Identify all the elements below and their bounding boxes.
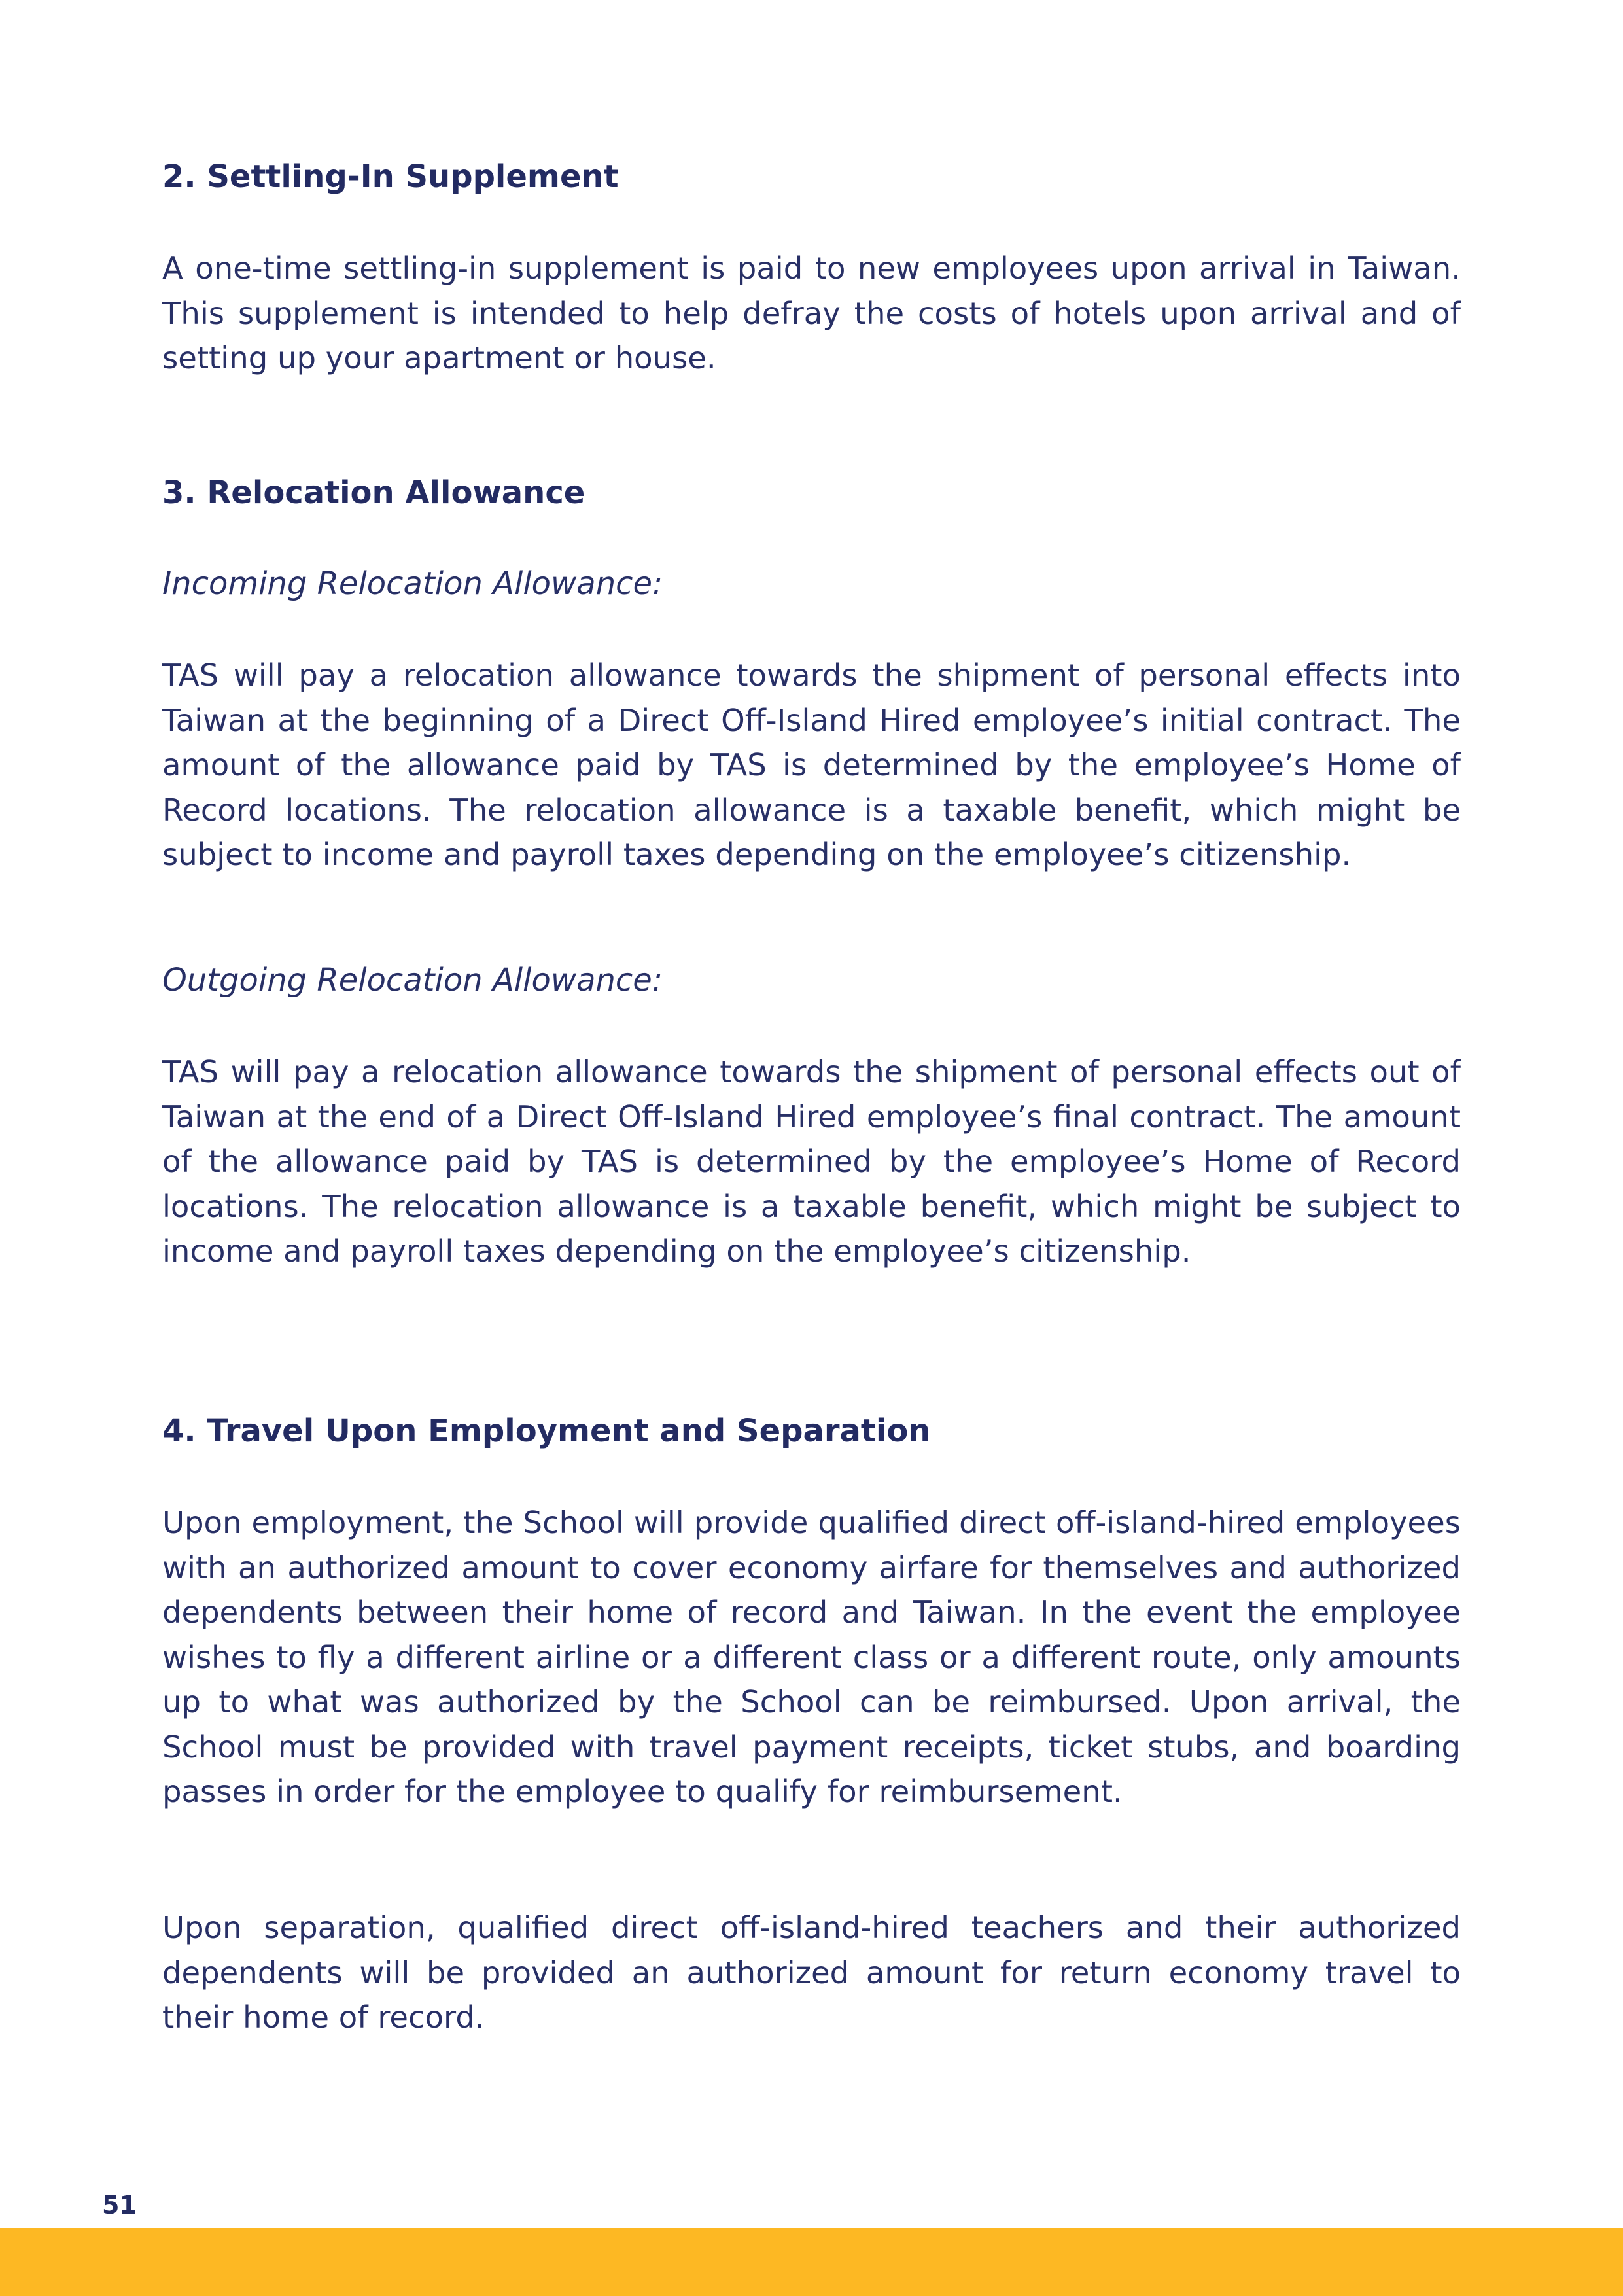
travel-employment-paragraph: Upon employment, the School will provide qualified direct off-island-hired employees with an authorized amount to cover economy airfare for themselves and authorized dependents between their home of record and Taiwan. In the event the employee wishes to fly a different airline or a different class or a different route, only amounts up to what was authorized by the School can be reimbursed. Upon arrival, the School must be provided with travel payment receipts, ticket stubs, and boarding passes in order for the employee to qualify for reimbursement.	[162, 1505, 1461, 1809]
settling-in-paragraph: A one-time settling-in supplement is paid to new employees upon arrival in Taiwan. This supplement is intended to help defray the costs of hotels upon arrival and of setting up your apartment or house.	[162, 251, 1461, 376]
page-number: 51	[102, 2191, 137, 2219]
footer-bar	[0, 2228, 1623, 2296]
incoming-relocation-paragraph: TAS will pay a relocation allowance towards the shipment of personal effects into Taiwan at the beginning of a Direct Off-Island Hired employee’s initial contract. The amount of the allowance paid by TAS is determined by the employee’s Home of Record locations. The relocation allowance is a taxable benefit, which might be subject to income and payroll taxes depending on the employee’s citizenship.	[162, 658, 1461, 872]
incoming-relocation-label: Incoming Relocation Allowance:	[162, 565, 663, 602]
section-heading-settling-in: 2. Settling-In Supplement	[162, 158, 619, 195]
outgoing-relocation-label: Outgoing Relocation Allowance:	[162, 962, 663, 998]
outgoing-relocation-paragraph: TAS will pay a relocation allowance towards the shipment of personal effects out of Taiwan at the end of a Direct Off-Island Hired employee’s final contract. The amount of the allowance paid by TAS is determined by the employee’s Home of Record locations. The relocation allowance is a taxable benefit, which might be subject to income and payroll taxes depending on the employee’s citizenship.	[162, 1054, 1461, 1269]
travel-separation-paragraph: Upon separation, qualified direct off-island-hired teachers and their authorized dependents will be provided an authorized amount for return economy travel to their home of record.	[162, 1910, 1461, 2035]
section-heading-travel: 4. Travel Upon Employment and Separation	[162, 1413, 931, 1449]
section-heading-relocation: 3. Relocation Allowance	[162, 474, 585, 511]
